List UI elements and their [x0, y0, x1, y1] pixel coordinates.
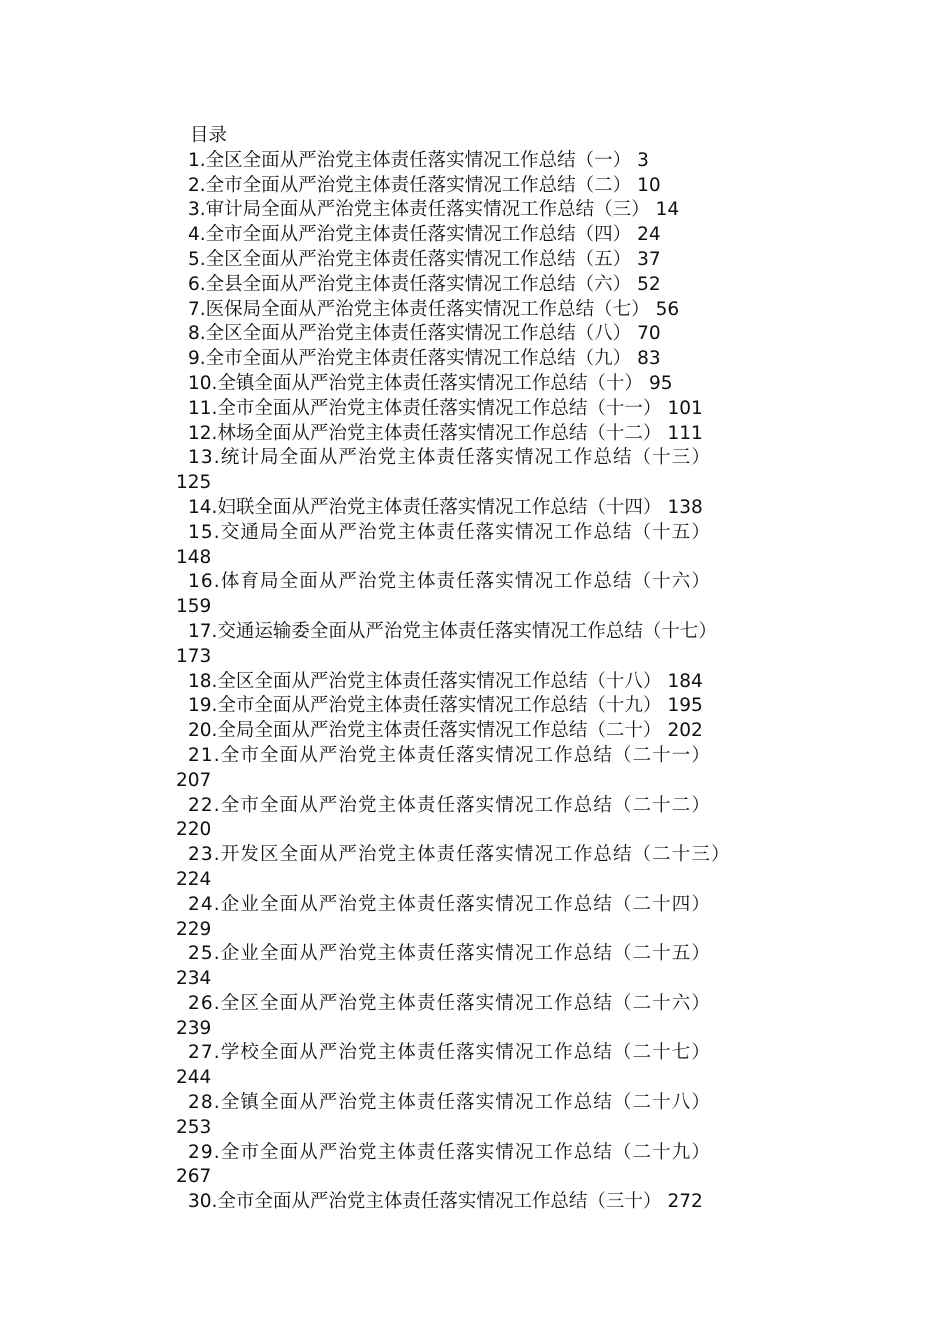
toc-entry-page-number: 111 [667, 422, 703, 444]
toc-entry-row [176, 670, 816, 695]
toc-entry-text: 16.体育局全面从严治党主体责任落实情况工作总结（十六） [188, 571, 712, 593]
toc-entry-page-number: 95 [648, 372, 673, 394]
toc-entry-page-number: 24 [637, 224, 661, 246]
toc-entry-row [176, 1190, 816, 1215]
toc-entry-text: 5.全区全面从严治党主体责任落实情况工作总结（五） [188, 248, 632, 270]
toc-entry-page-number: 267 [176, 1166, 212, 1188]
toc-entry-page-number: 138 [667, 496, 703, 518]
toc-entry[interactable] [176, 322, 816, 347]
toc-entry-text: 7.医保局全面从严治党主体责任落实情况工作总结（七） [188, 298, 650, 320]
toc-entry-row [176, 694, 816, 719]
toc-entry-page-number: 224 [176, 868, 212, 890]
toc-entry[interactable] [176, 372, 816, 397]
toc-entry-text: 15.交通局全面从严治党主体责任落实情况工作总结（十五） [188, 521, 712, 543]
toc-entry-row [176, 372, 816, 397]
toc-entry[interactable] [176, 273, 816, 298]
toc-title: 目录 [190, 125, 228, 146]
toc-entry-page-number: 70 [637, 323, 661, 345]
toc-entry[interactable] [176, 149, 816, 174]
toc-entry[interactable] [176, 1091, 816, 1141]
toc-entry[interactable] [176, 198, 816, 223]
toc-entry[interactable] [176, 1041, 816, 1091]
toc-entry[interactable] [176, 570, 816, 620]
toc-entry-page-number: 253 [176, 1116, 212, 1138]
toc-entry-page-number: 234 [176, 968, 212, 990]
toc-entry-page-number: 239 [176, 1017, 212, 1039]
toc-entry-text: 18.全区全面从严治党主体责任落实情况工作总结（十八） [188, 670, 662, 692]
toc-entry-row [176, 347, 816, 372]
toc-entry-text: 11.全市全面从严治党主体责任落实情况工作总结（十一） [188, 397, 662, 419]
toc-entry-page-number: 37 [637, 248, 661, 270]
toc-entry-text: 22.全市全面从严治党主体责任落实情况工作总结（二十二） [188, 794, 712, 816]
toc-entry-page-number: 125 [176, 472, 212, 494]
toc-entry[interactable] [176, 942, 816, 992]
toc-entry[interactable] [176, 670, 816, 695]
toc-entry-text: 6.全县全面从严治党主体责任落实情况工作总结（六） [188, 273, 632, 295]
toc-entry[interactable] [176, 843, 816, 893]
toc-entry-page-number: 244 [176, 1067, 212, 1089]
toc-entry-text: 13.统计局全面从严治党主体责任落实情况工作总结（十三） [188, 447, 712, 469]
toc-entry[interactable] [176, 446, 816, 496]
toc-entry-page-number: 148 [176, 546, 212, 568]
toc-entry-text: 9.全市全面从严治党主体责任落实情况工作总结（九） [188, 348, 632, 370]
toc-entry-page-number: 14 [655, 199, 680, 221]
toc-entry-page-number: 220 [176, 819, 212, 841]
toc-entry-row [176, 174, 816, 199]
toc-entry-page-number: 272 [667, 1191, 703, 1213]
toc-entry-row [176, 273, 816, 298]
toc-entry-text: 25.企业全面从严治党主体责任落实情况工作总结（二十五） [188, 943, 712, 965]
toc-entry[interactable] [176, 1190, 816, 1215]
toc-entry-text: 8.全区全面从严治党主体责任落实情况工作总结（八） [188, 323, 632, 345]
toc-entry-text: 27.学校全面从严治党主体责任落实情况工作总结（二十七） [188, 1042, 712, 1064]
toc-entry[interactable] [176, 298, 816, 323]
toc-entry-text: 12.林场全面从严治党主体责任落实情况工作总结（十二） [188, 422, 662, 444]
toc-entry-page-number: 159 [176, 596, 212, 618]
toc-entry-row [176, 397, 816, 422]
toc-entry[interactable] [176, 744, 816, 794]
toc-entry[interactable] [176, 422, 816, 447]
toc-entry-text: 23.开发区全面从严治党主体责任落实情况工作总结（二十三） [188, 844, 731, 866]
toc-entry-page-number: 229 [176, 918, 212, 940]
toc-entry-text: 26.全区全面从严治党主体责任落实情况工作总结（二十六） [188, 992, 712, 1014]
toc-entry[interactable] [176, 620, 816, 670]
toc-entry-page-number: 173 [176, 645, 212, 667]
toc-entry-text: 30.全市全面从严治党主体责任落实情况工作总结（三十） [188, 1191, 662, 1213]
toc-entry-page-number: 52 [637, 273, 661, 295]
toc-entry-row [176, 223, 816, 248]
toc-entry[interactable] [176, 174, 816, 199]
toc-entry-page-number: 195 [667, 695, 703, 717]
toc-entry-page-number: 83 [637, 348, 661, 370]
toc-entry-page-number: 10 [637, 174, 661, 196]
toc-entry[interactable] [176, 397, 816, 422]
toc-entry-text: 17.交通运输委全面从严治党主体责任落实情况工作总结（十七） [188, 620, 717, 642]
toc-entry-page-number: 207 [176, 769, 212, 791]
toc-entry-text: 21.全市全面从严治党主体责任落实情况工作总结（二十一） [188, 744, 712, 766]
toc-entry-page-number: 56 [655, 298, 680, 320]
toc-entry-row [176, 198, 816, 223]
toc-entry-row [176, 298, 816, 323]
toc-entry-row [176, 322, 816, 347]
toc-entry[interactable] [176, 248, 816, 273]
toc-entry-page-number: 101 [667, 397, 703, 419]
toc-entry[interactable] [176, 794, 816, 844]
toc-entry[interactable] [176, 496, 816, 521]
toc-entry-text: 14.妇联全面从严治党主体责任落实情况工作总结（十四） [188, 496, 662, 518]
toc-entry-page-number: 184 [667, 670, 703, 692]
toc-entry-text: 19.全市全面从严治党主体责任落实情况工作总结（十九） [188, 695, 662, 717]
toc-entry-row [176, 496, 816, 521]
toc-entry[interactable] [176, 223, 816, 248]
toc-entry[interactable] [176, 1141, 816, 1191]
toc-entry-text: 29.全市全面从严治党主体责任落实情况工作总结（二十九） [188, 1141, 712, 1163]
toc-entry-row [176, 422, 816, 447]
toc-entry-text: 2.全市全面从严治党主体责任落实情况工作总结（二） [188, 174, 632, 196]
toc-entry-text: 20.全局全面从严治党主体责任落实情况工作总结（二十） [188, 720, 662, 742]
toc-entry-text: 4.全市全面从严治党主体责任落实情况工作总结（四） [188, 224, 632, 246]
toc-entry-page-number: 202 [667, 720, 703, 742]
toc-entry-text: 24.企业全面从严治党主体责任落实情况工作总结（二十四） [188, 893, 712, 915]
toc-entries [176, 149, 816, 1215]
toc-entry-text: 1.全区全面从严治党主体责任落实情况工作总结（一） [188, 149, 632, 171]
toc-entry-row [176, 248, 816, 273]
toc-entry-text: 10.全镇全面从严治党主体责任落实情况工作总结（十） [188, 372, 643, 394]
toc-entry[interactable] [176, 694, 816, 719]
toc-entry[interactable] [176, 992, 816, 1042]
toc-entry-row [176, 719, 816, 744]
toc-entry[interactable] [176, 347, 816, 372]
toc-entry-page-number: 3 [637, 149, 649, 171]
toc-entry[interactable] [176, 521, 816, 571]
toc-entry[interactable] [176, 719, 816, 744]
toc-entry-text: 3.审计局全面从严治党主体责任落实情况工作总结（三） [188, 199, 650, 221]
toc-entry-text: 28.全镇全面从严治党主体责任落实情况工作总结（二十八） [188, 1092, 712, 1114]
toc-entry[interactable] [176, 893, 816, 943]
toc-entry-row [176, 149, 816, 174]
table-of-contents [176, 124, 816, 1215]
